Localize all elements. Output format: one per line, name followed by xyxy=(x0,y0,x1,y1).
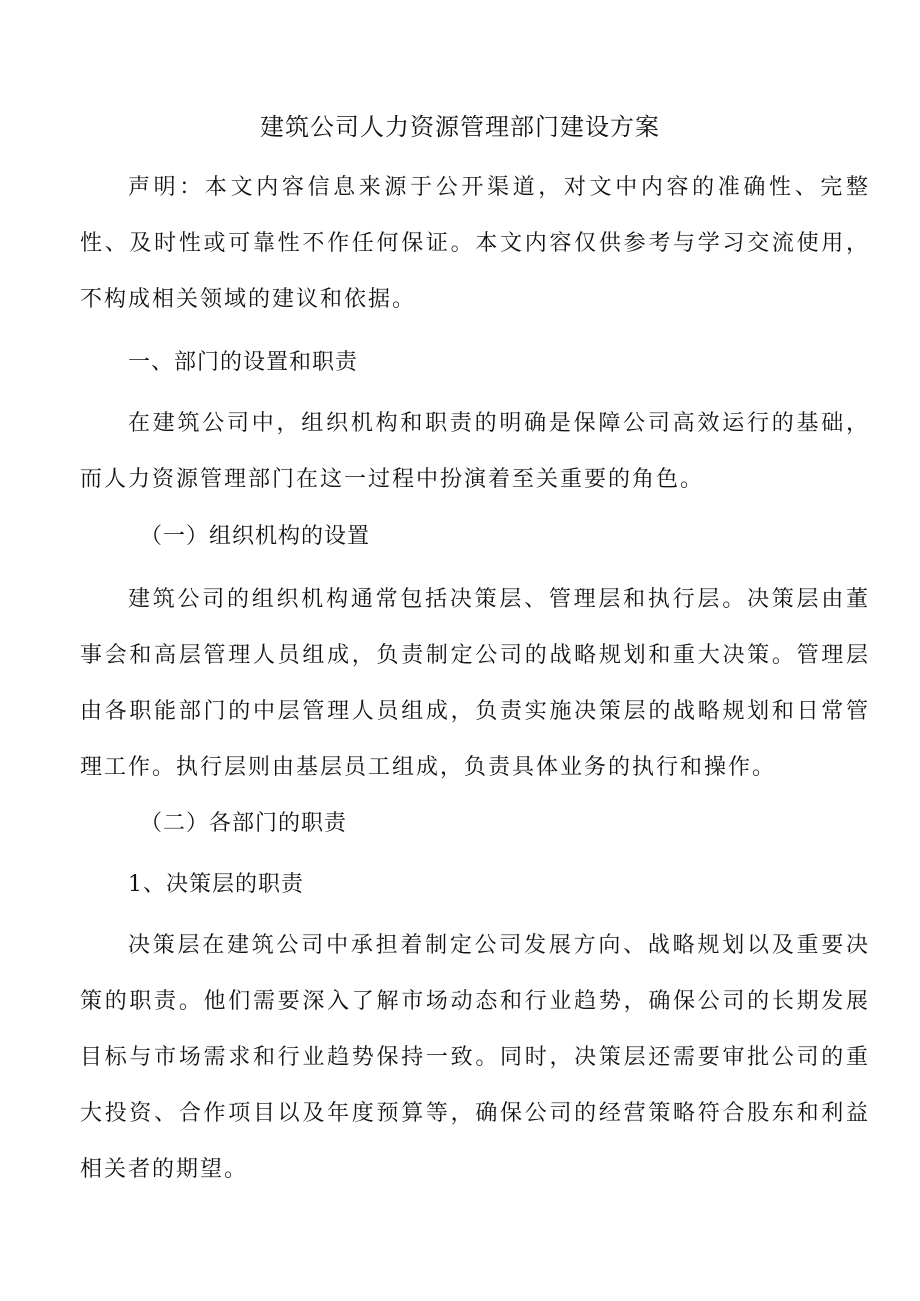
organization-paragraph: 建筑公司的组织机构通常包括决策层、管理层和执行层。决策层由董事会和高层管理人员组成，负责制定公司的战略规划和重大决策。管理层由各职能部门的中层管理人员组成，负责实施决策层的战略规划和日常管理工作。执行层则由基层员工组成，负责具体业务的执行和操作。 xyxy=(80,587,870,780)
document-title: 建筑公司人力资源管理部门建设方案 xyxy=(260,113,660,141)
decision-layer-paragraph: 决策层在建筑公司中承担着制定公司发展方向、战略规划以及重要决策的职责。他们需要深入了解市场动态和行业趋势，确保公司的长期发展目标与市场需求和行业趋势保持一致。同时，决策层还需要审批公司的重大投资、合作项目以及年度预算等，确保公司的经营策略符合股东和利益相关者的期望。 xyxy=(80,933,870,1182)
section-heading: 一、部门的设置和职责 xyxy=(128,350,359,375)
item-heading-decision-layer: 1、决策层的职责 xyxy=(128,872,304,897)
subsection-heading-organization: （一）组织机构的设置 xyxy=(140,524,371,549)
intro-paragraph: 在建筑公司中，组织机构和职责的明确是保障公司高效运行的基础，而人力资源管理部门在这一过程中扮演着至关重要的角色。 xyxy=(80,411,870,492)
subsection-heading-duties: （二）各部门的职责 xyxy=(140,811,348,836)
disclaimer-paragraph: 声明：本文内容信息来源于公开渠道，对文中内容的准确性、完整性、及时性或可靠性不作任何保证。本文内容仅供参考与学习交流使用，不构成相关领域的建议和依据。 xyxy=(80,175,870,312)
